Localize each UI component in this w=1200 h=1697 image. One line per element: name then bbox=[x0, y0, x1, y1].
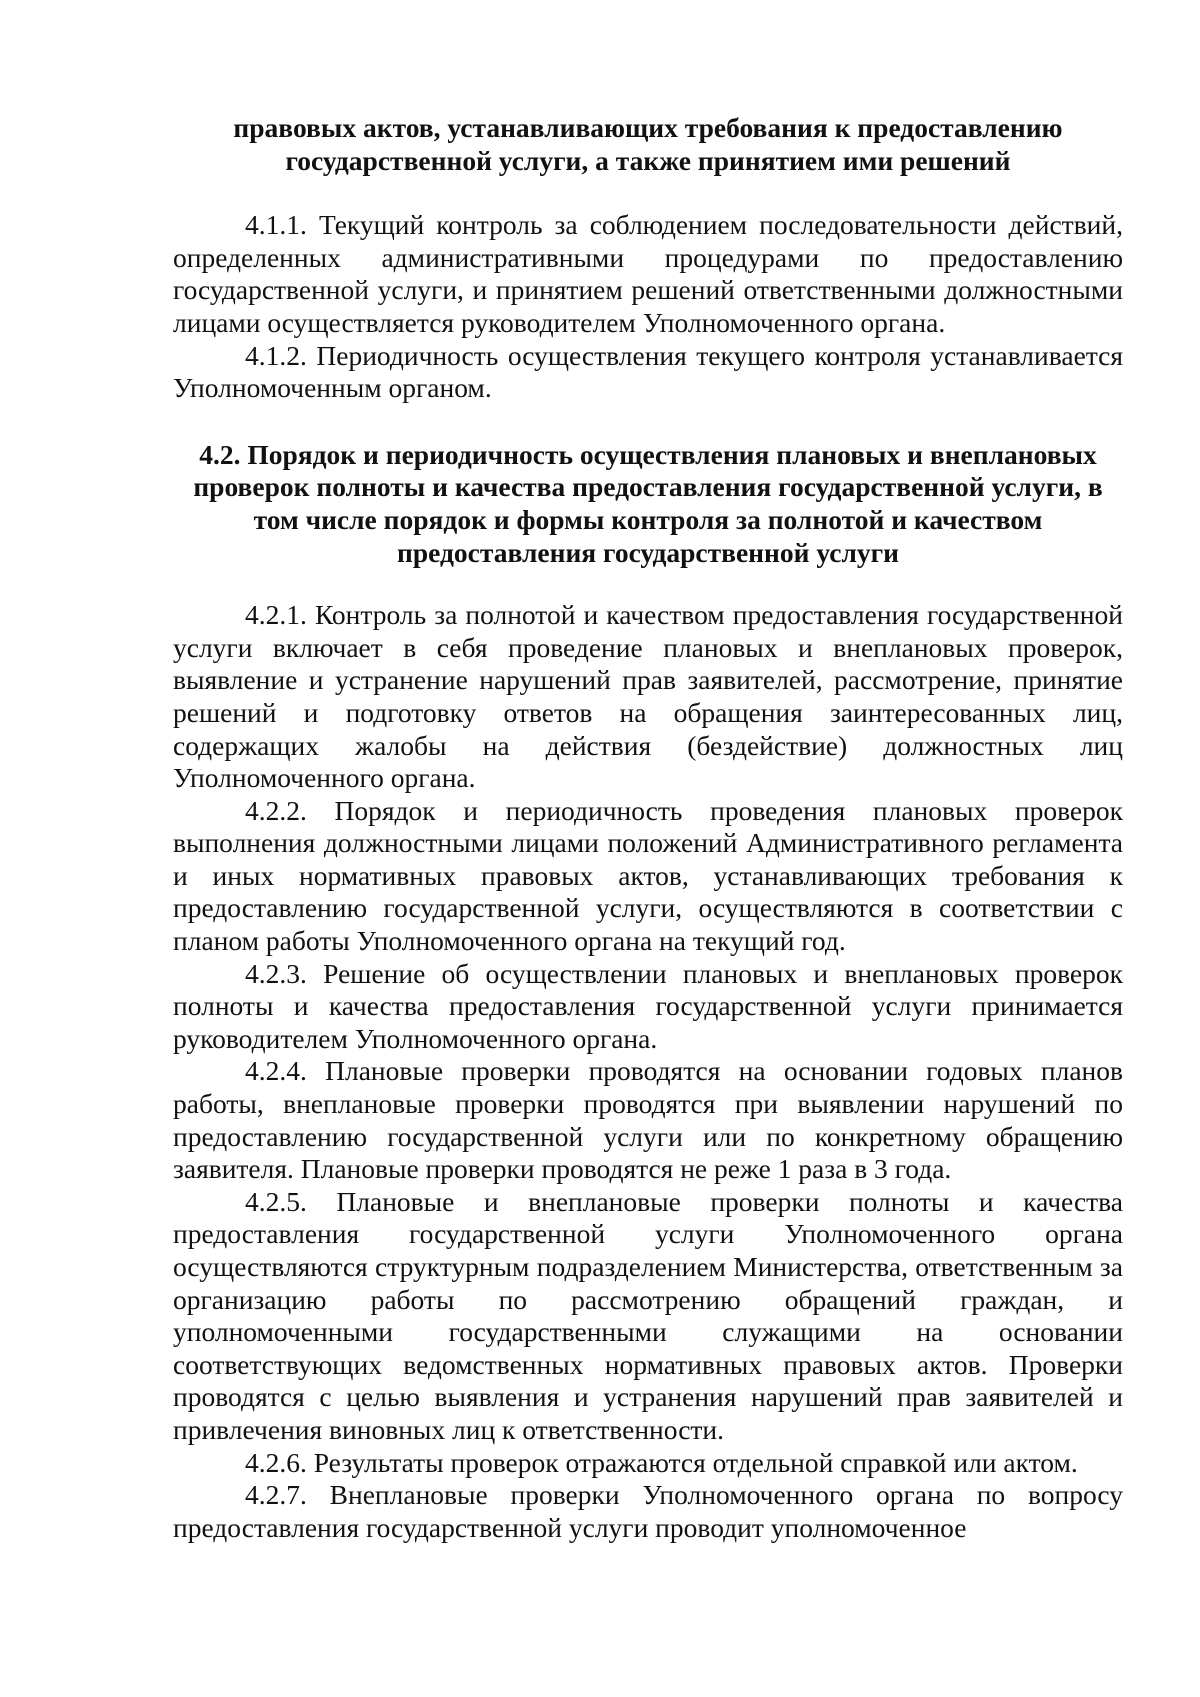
paragraph-4-1-1: 4.1.1. Текущий контроль за соблюдением последовательности действий, определенных административными процедурами по предоставлению государственной услуги, и принятием решений ответственными должностными лицами осуществляется руководителем Уполномоченного органа. bbox=[173, 209, 1123, 338]
paragraph-4-1-2: 4.1.2. Периодичность осуществления текущего контроля устанавливается Уполномоченным органом. bbox=[173, 339, 1123, 404]
paragraph-4-2-6: 4.2.6. Результаты проверок отражаются отдельной справкой или актом. bbox=[245, 1446, 1078, 1478]
paragraph-4-2-7: 4.2.7. Внеплановые проверки Уполномоченного органа по вопросу предоставления государственной услуги проводит уполномоченное bbox=[173, 1479, 1123, 1543]
document-page bbox=[173, 112, 1123, 1544]
section-heading-4-2: 4.2. Порядок и периодичность осуществления плановых и внеплановых проверок полноты и качества предоставления государственной услуги, в том числе порядок и формы контроля за полнотой и качеством предоставления государственной услуги bbox=[193, 438, 1103, 568]
paragraph-4-2-2: 4.2.2. Порядок и периодичность проведения плановых проверок выполнения должностными лицами положений Административного регламента и иных нормативных правовых актов, устанавливающих требования к предоставлению государственной услуги, осуществляются в соответствии с планом работы Уполномоченного органа на текущий год. bbox=[173, 794, 1123, 957]
paragraph-4-2-4: 4.2.4. Плановые проверки проводятся на основании годовых планов работы, внеплановые проверки проводятся при выявлении нарушений по предоставлению государственной услуги или по конкретному обращению заявителя. Плановые проверки проводятся не реже 1 раза в 3 года. bbox=[173, 1055, 1123, 1185]
paragraph-4-2-1: 4.2.1. Контроль за полнотой и качеством предоставления государственной услуги включает в себя проведение плановых и внеплановых проверок, выявление и устранение нарушений прав заявителей, рассмотрение, принятие решений и подготовку ответов на обращения заинтересованных лиц, содержащих жалобы на действия (бездействие) должностных лиц Уполномоченного органа. bbox=[173, 599, 1123, 794]
paragraph-4-2-5: 4.2.5. Плановые и внеплановые проверки полноты и качества предоставления государственной услуги Уполномоченного органа осуществляются структурным подразделением Министерства, ответственным за организацию работы по рассмотрению обращений граждан, и уполномоченными государственными служащими на основании соответствующих ведомственных нормативных правовых актов. Проверки проводятся с целью выявления и устранения нарушений прав заявителей и привлечения виновных лиц к ответственности. bbox=[173, 1185, 1123, 1445]
heading-continuation: правовых актов, устанавливающих требования к предоставлению государственной услуги, а также принятием ими решений bbox=[233, 112, 1063, 176]
paragraph-4-2-3: 4.2.3. Решение об осуществлении плановых и внеплановых проверок полноты и качества предоставления государственной услуги принимается руководителем Уполномоченного органа. bbox=[173, 957, 1123, 1054]
